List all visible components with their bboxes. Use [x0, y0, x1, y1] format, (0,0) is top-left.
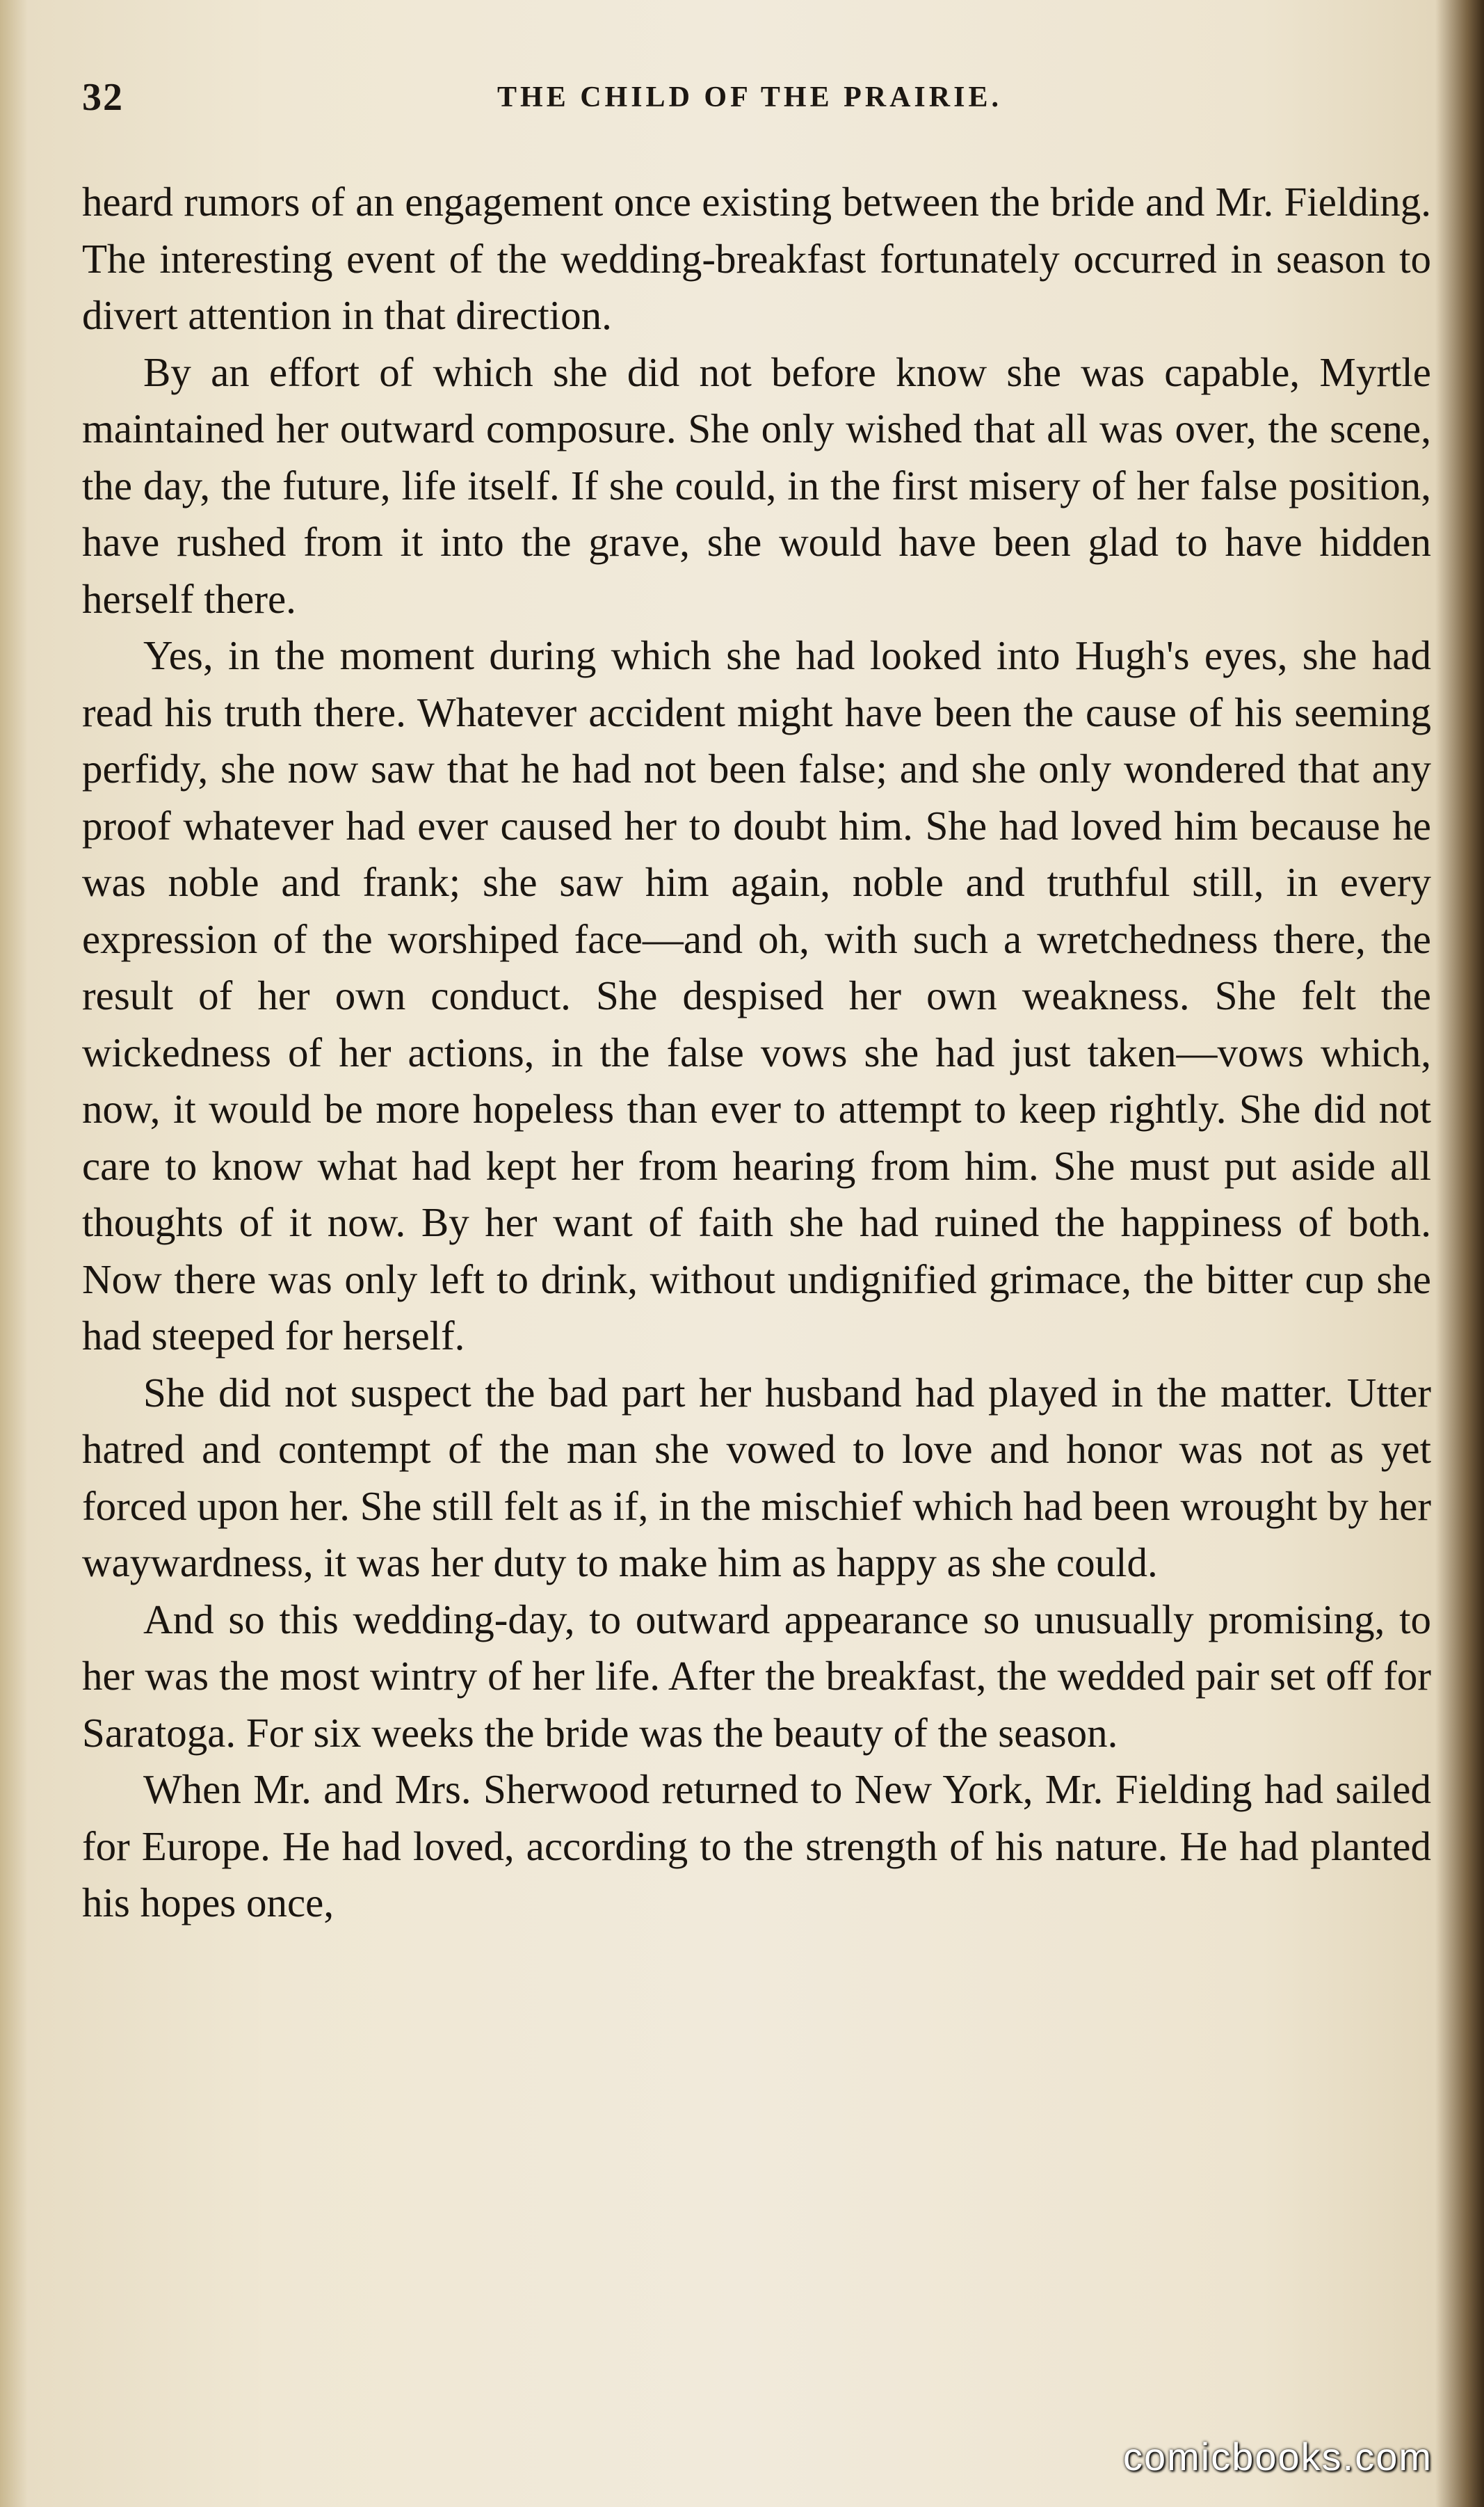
- paragraph: By an effort of which she did not before know she was capable, Myrtle maintained her outward composure. She only wished that all was over, the scene, the day, the future, life itself. If she could, in the first misery of her false position, have rushed from it into the grave, she would have been glad to have hidden herself there.: [82, 349, 1431, 622]
- body-text: [82, 174, 1431, 1932]
- paragraph: heard rumors of an engagement once existing between the bride and Mr. Fielding. The interesting event of the wedding-breakfast fortunately occurred in season to divert attention in that direction.: [82, 179, 1431, 338]
- paragraph: She did not suspect the bad part her husband had played in the matter. Utter hatred and contempt of the man she vowed to love and honor was not as yet forced upon her. She still felt as if, in the mischief which had been wrought by her waywardness, it was her duty to make him as happy as she could.: [82, 1369, 1431, 1585]
- running-title: THE CHILD OF THE PRAIRIE.: [497, 81, 1002, 113]
- paragraph: And so this wedding-day, to outward appearance so unusually promising, to her was the most wintry of her life. After the breakfast, the wedded pair set off for Saratoga. For six weeks the bride was the beauty of the season.: [82, 1596, 1431, 1756]
- page-number: 32: [82, 76, 124, 119]
- paragraph: Yes, in the moment during which she had looked into Hugh's eyes, she had read his truth there. Whatever accident might have been the cause of his seeming perfidy, she now saw that he had not been false; and she only wondered that any proof whatever had ever caused her to doubt him. She had loved him because he was noble and frank; she saw him again, noble and truthful still, in every expression of the worshiped face—and oh, with such a wretchedness there, the result of her own conduct. She despised her own weakness. She felt the wickedness of her actions, in the false vows she had just taken—vows which, now, it would be more hopeless than ever to attempt to keep rightly. She did not care to know what had kept her from hearing from him. She must put aside all thoughts of it now. By her want of faith she had ruined the happiness of both. Now there was only left to drink, without undignified grimace, the bitter cup she had steeped for herself.: [82, 632, 1431, 1359]
- watermark: comicbooks.com: [1122, 2435, 1433, 2478]
- paragraph: When Mr. and Mrs. Sherwood returned to New York, Mr. Fielding had sailed for Europe. He had loved, according to the strength of his nature. He had planted his hopes once,: [82, 1766, 1431, 1925]
- page-header: [82, 75, 1417, 124]
